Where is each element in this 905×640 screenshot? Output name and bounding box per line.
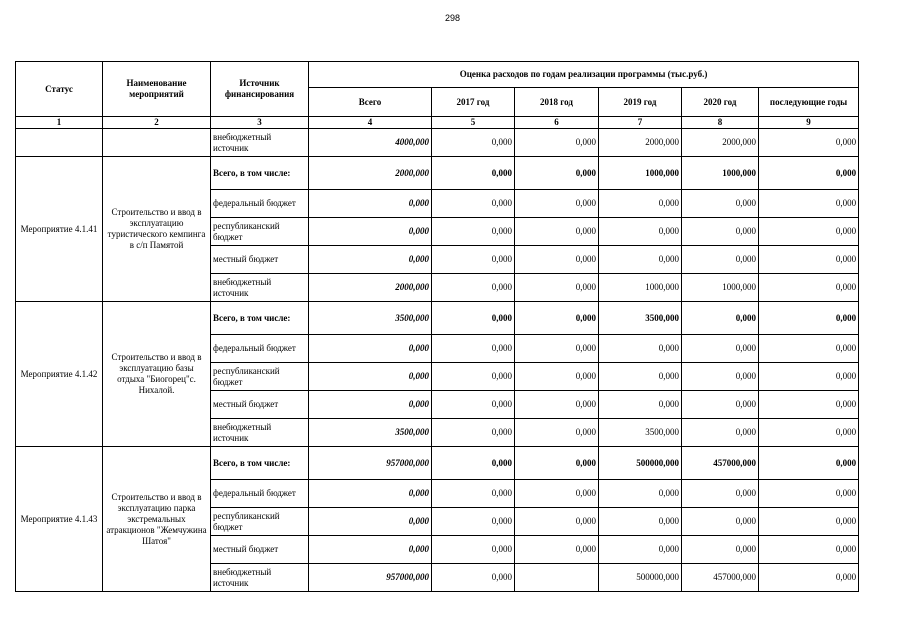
source-cell: внебюджетный источник [211, 419, 309, 447]
value-2019: 1000,000 [599, 157, 682, 190]
group-total-row [16, 447, 859, 480]
value-2019: 0,000 [599, 335, 682, 363]
value-2017: 0,000 [432, 157, 515, 190]
value-total: 0,000 [309, 246, 432, 274]
source-cell: местный бюджет [211, 536, 309, 564]
value-total: 3500,000 [309, 302, 432, 335]
value-2017: 0,000 [432, 335, 515, 363]
value-2017: 0,000 [432, 302, 515, 335]
value-2017: 0,000 [432, 246, 515, 274]
value-2018: 0,000 [515, 302, 599, 335]
value-2019: 500000,000 [599, 564, 682, 592]
value-2019: 0,000 [599, 246, 682, 274]
value-later: 0,000 [759, 508, 859, 536]
value-total: 0,000 [309, 391, 432, 419]
value-2019: 0,000 [599, 480, 682, 508]
value-2018: 0,000 [515, 157, 599, 190]
source-cell: внебюджетный источник [211, 129, 309, 157]
value-2018: 0,000 [515, 419, 599, 447]
value-2018: 0,000 [515, 190, 599, 218]
value-total: 2000,000 [309, 274, 432, 302]
value-total: 0,000 [309, 363, 432, 391]
value-2020: 0,000 [682, 363, 759, 391]
value-2018 [515, 564, 599, 592]
value-2020: 0,000 [682, 419, 759, 447]
value-2018: 0,000 [515, 129, 599, 157]
name-cell: Строительство и ввод в эксплуатацию туристического кемпинга в с/п Памятой [103, 157, 211, 302]
value-2019: 0,000 [599, 391, 682, 419]
column-number: 2 [103, 117, 211, 129]
value-2020: 457000,000 [682, 564, 759, 592]
value-later: 0,000 [759, 274, 859, 302]
source-cell: федеральный бюджет [211, 480, 309, 508]
header-name: Наименование мероприятий [103, 62, 211, 117]
value-later: 0,000 [759, 129, 859, 157]
value-total: 0,000 [309, 190, 432, 218]
value-later: 0,000 [759, 536, 859, 564]
source-cell: республиканский бюджет [211, 508, 309, 536]
value-total: 0,000 [309, 508, 432, 536]
value-2020: 0,000 [682, 218, 759, 246]
value-2017: 0,000 [432, 129, 515, 157]
value-2019: 0,000 [599, 536, 682, 564]
value-2020: 0,000 [682, 190, 759, 218]
column-number: 7 [599, 117, 682, 129]
value-2017: 0,000 [432, 419, 515, 447]
value-total: 957000,000 [309, 564, 432, 592]
value-2019: 2000,000 [599, 129, 682, 157]
source-cell: Всего, в том числе: [211, 447, 309, 480]
name-cell: Строительство и ввод в эксплуатацию парка экстремальных атракционов "Жемчужина Шатоя" [103, 447, 211, 592]
value-total: 0,000 [309, 536, 432, 564]
value-2018: 0,000 [515, 391, 599, 419]
value-later: 0,000 [759, 218, 859, 246]
header-total: Всего [309, 88, 432, 117]
name-cell: Строительство и ввод в эксплуатацию базы отдыха "Биогорец"с. Нихалой. [103, 302, 211, 447]
value-2017: 0,000 [432, 274, 515, 302]
value-total: 0,000 [309, 335, 432, 363]
value-later: 0,000 [759, 246, 859, 274]
value-later: 0,000 [759, 363, 859, 391]
page-number: 298 [444, 13, 461, 23]
source-cell: Всего, в том числе: [211, 157, 309, 190]
column-number: 3 [211, 117, 309, 129]
value-later: 0,000 [759, 335, 859, 363]
group-total-row [16, 157, 859, 190]
carryover-row [16, 129, 859, 157]
value-2017: 0,000 [432, 508, 515, 536]
header-source: Источник финансирования [211, 62, 309, 117]
value-2020: 0,000 [682, 302, 759, 335]
value-2018: 0,000 [515, 508, 599, 536]
source-cell: внебюджетный источник [211, 564, 309, 592]
status-cell [16, 129, 103, 157]
value-total: 957000,000 [309, 447, 432, 480]
source-cell: местный бюджет [211, 246, 309, 274]
header-estimate: Оценка расходов по годам реализации программы (тыс.руб.) [309, 62, 859, 88]
source-cell: федеральный бюджет [211, 335, 309, 363]
header-2020: 2020 год [682, 88, 759, 117]
value-2019: 1000,000 [599, 274, 682, 302]
value-2017: 0,000 [432, 190, 515, 218]
value-later: 0,000 [759, 419, 859, 447]
value-2020: 0,000 [682, 391, 759, 419]
column-number: 6 [515, 117, 599, 129]
value-total: 3500,000 [309, 419, 432, 447]
source-cell: республиканский бюджет [211, 218, 309, 246]
value-2020: 0,000 [682, 536, 759, 564]
value-later: 0,000 [759, 190, 859, 218]
value-2020: 457000,000 [682, 447, 759, 480]
value-2017: 0,000 [432, 391, 515, 419]
value-2018: 0,000 [515, 218, 599, 246]
value-2018: 0,000 [515, 536, 599, 564]
value-later: 0,000 [759, 447, 859, 480]
value-2018: 0,000 [515, 246, 599, 274]
column-number: 8 [682, 117, 759, 129]
value-2017: 0,000 [432, 447, 515, 480]
value-2018: 0,000 [515, 447, 599, 480]
value-2020: 2000,000 [682, 129, 759, 157]
value-2020: 1000,000 [682, 157, 759, 190]
source-cell: республиканский бюджет [211, 363, 309, 391]
value-2019: 3500,000 [599, 419, 682, 447]
source-cell: федеральный бюджет [211, 190, 309, 218]
value-2019: 0,000 [599, 363, 682, 391]
header-2019: 2019 год [599, 88, 682, 117]
source-cell: Всего, в том числе: [211, 302, 309, 335]
status-cell: Мероприятие 4.1.41 [16, 157, 103, 302]
value-total: 2000,000 [309, 157, 432, 190]
value-2019: 0,000 [599, 218, 682, 246]
value-2018: 0,000 [515, 480, 599, 508]
group-total-row [16, 302, 859, 335]
value-later: 0,000 [759, 480, 859, 508]
header-2017: 2017 год [432, 88, 515, 117]
value-2018: 0,000 [515, 363, 599, 391]
value-total: 0,000 [309, 218, 432, 246]
column-number: 5 [432, 117, 515, 129]
value-total: 0,000 [309, 480, 432, 508]
value-later: 0,000 [759, 564, 859, 592]
value-later: 0,000 [759, 391, 859, 419]
source-cell: внебюджетный источник [211, 274, 309, 302]
header-later: последующие годы [759, 88, 859, 117]
value-2017: 0,000 [432, 218, 515, 246]
value-2017: 0,000 [432, 564, 515, 592]
value-total: 4000,000 [309, 129, 432, 157]
value-2019: 500000,000 [599, 447, 682, 480]
value-2020: 0,000 [682, 508, 759, 536]
value-2020: 1000,000 [682, 274, 759, 302]
value-2020: 0,000 [682, 246, 759, 274]
column-number: 4 [309, 117, 432, 129]
value-later: 0,000 [759, 302, 859, 335]
value-2017: 0,000 [432, 363, 515, 391]
budget-table [15, 61, 859, 592]
value-2020: 0,000 [682, 480, 759, 508]
value-2019: 0,000 [599, 190, 682, 218]
column-number-row [16, 117, 859, 129]
value-2018: 0,000 [515, 335, 599, 363]
name-cell [103, 129, 211, 157]
header-2018: 2018 год [515, 88, 599, 117]
status-cell: Мероприятие 4.1.42 [16, 302, 103, 447]
value-later: 0,000 [759, 157, 859, 190]
column-number: 1 [16, 117, 103, 129]
column-number: 9 [759, 117, 859, 129]
value-2017: 0,000 [432, 536, 515, 564]
value-2018: 0,000 [515, 274, 599, 302]
value-2019: 3500,000 [599, 302, 682, 335]
value-2017: 0,000 [432, 480, 515, 508]
status-cell: Мероприятие 4.1.43 [16, 447, 103, 592]
header-status: Статус [16, 62, 103, 117]
source-cell: местный бюджет [211, 391, 309, 419]
value-2020: 0,000 [682, 335, 759, 363]
value-2019: 0,000 [599, 508, 682, 536]
